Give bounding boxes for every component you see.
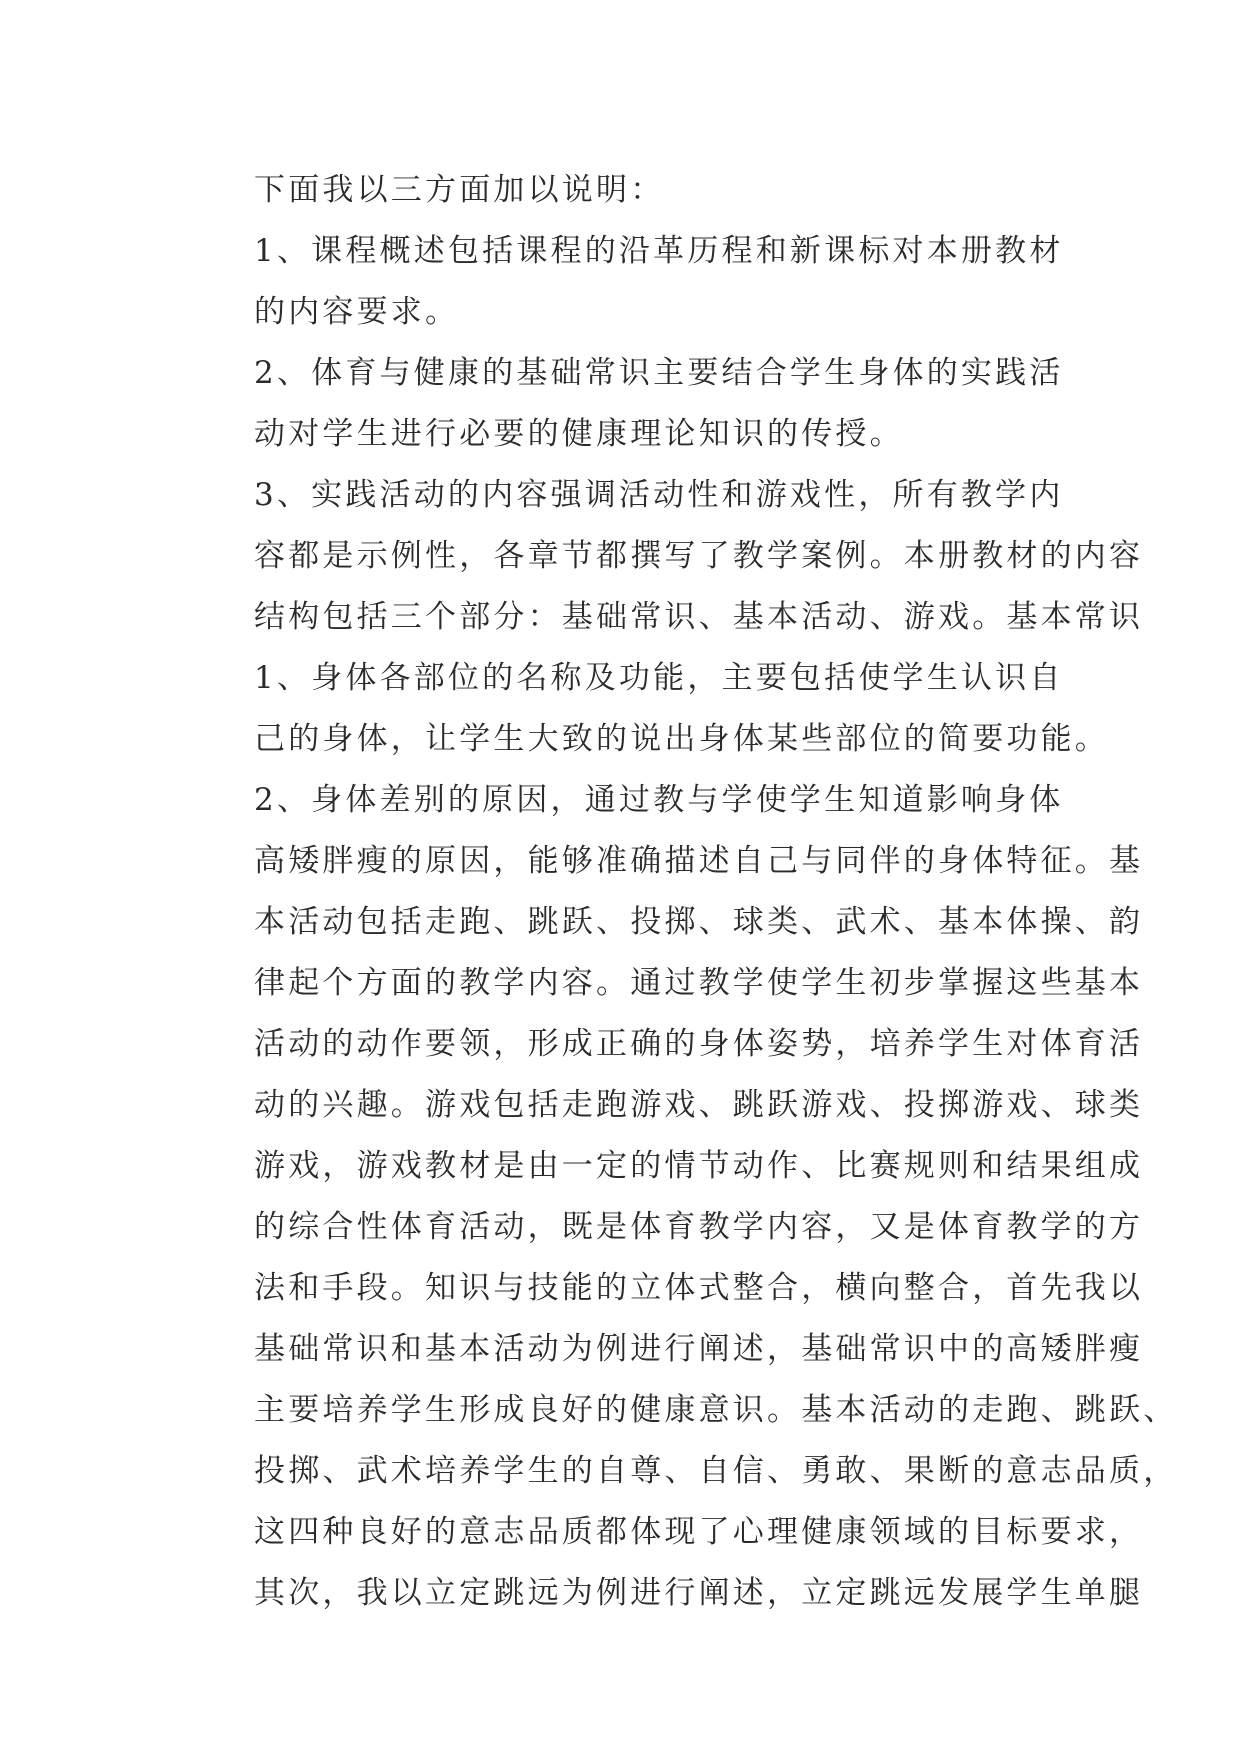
text-line: 的内容要求。 xyxy=(254,294,460,330)
text-line: 本活动包括走跑、跳跃、投掷、球类、武术、基本体操、韵 xyxy=(254,904,1144,940)
text-line: 动对学生进行必要的健康理论知识的传授。 xyxy=(254,416,904,452)
text-line: 法和手段。知识与技能的立体式整合，横向整合，首先我以 xyxy=(254,1270,1144,1306)
text-line: 动的兴趣。游戏包括走跑游戏、跳跃游戏、投掷游戏、球类 xyxy=(254,1087,1144,1123)
text-line: 容都是示例性，各章节都撰写了教学案例。本册教材的内容 xyxy=(254,538,1144,574)
paragraph-health-basics xyxy=(189,343,1064,465)
text-line: 活动的动作要领，形成正确的身体姿势，培养学生对体育活 xyxy=(254,1026,1144,1062)
text-line: 投掷、武术培养学生的自尊、自信、勇敢、果断的意志品质， xyxy=(254,1453,1178,1489)
paragraph-course-overview xyxy=(189,221,1064,343)
paragraph-body-differences xyxy=(189,770,1178,1624)
text-line: 基础常识和基本活动为例进行阐述，基础常识中的高矮胖瘦 xyxy=(254,1331,1144,1367)
text-line: 2、身体差别的原因，通过教与学使学生知道影响身体 xyxy=(254,782,1064,818)
text-line: 主要培养学生形成良好的健康意识。基本活动的走跑、跳跃、 xyxy=(254,1392,1178,1428)
text-line: 2、体育与健康的基础常识主要结合学生身体的实践活 xyxy=(254,355,1064,391)
text-line: 高矮胖瘦的原因，能够准确描述自己与同伴的身体特征。基 xyxy=(254,843,1144,879)
text-line: 3、实践活动的内容强调活动性和游戏性，所有教学内 xyxy=(254,477,1064,513)
text-line: 其次，我以立定跳远为例进行阐述，立定跳远发展学生单腿 xyxy=(254,1575,1144,1611)
text-line: 己的身体，让学生大致的说出身体某些部位的简要功能。 xyxy=(254,721,1109,757)
paragraph-intro xyxy=(189,160,1056,221)
body-text xyxy=(189,160,1178,1624)
text-line: 下面我以三方面加以说明： xyxy=(254,172,665,208)
text-line: 这四种良好的意志品质都体现了心理健康领域的目标要求， xyxy=(254,1514,1144,1550)
text-line: 1、身体各部位的名称及功能，主要包括使学生认识自 xyxy=(254,660,1064,696)
text-line: 游戏，游戏教材是由一定的情节动作、比赛规则和结果组成 xyxy=(254,1148,1144,1184)
text-line: 律起个方面的教学内容。通过教学使学生初步掌握这些基本 xyxy=(254,965,1144,1001)
paragraph-body-parts xyxy=(189,648,1109,770)
text-line: 结构包括三个部分：基础常识、基本活动、游戏。基本常识 xyxy=(254,599,1144,635)
paragraph-practice-activities xyxy=(189,465,1144,648)
text-line: 的综合性体育活动，既是体育教学内容，又是体育教学的方 xyxy=(254,1209,1144,1245)
text-line: 1、课程概述包括课程的沿革历程和新课标对本册教材 xyxy=(254,233,1064,269)
